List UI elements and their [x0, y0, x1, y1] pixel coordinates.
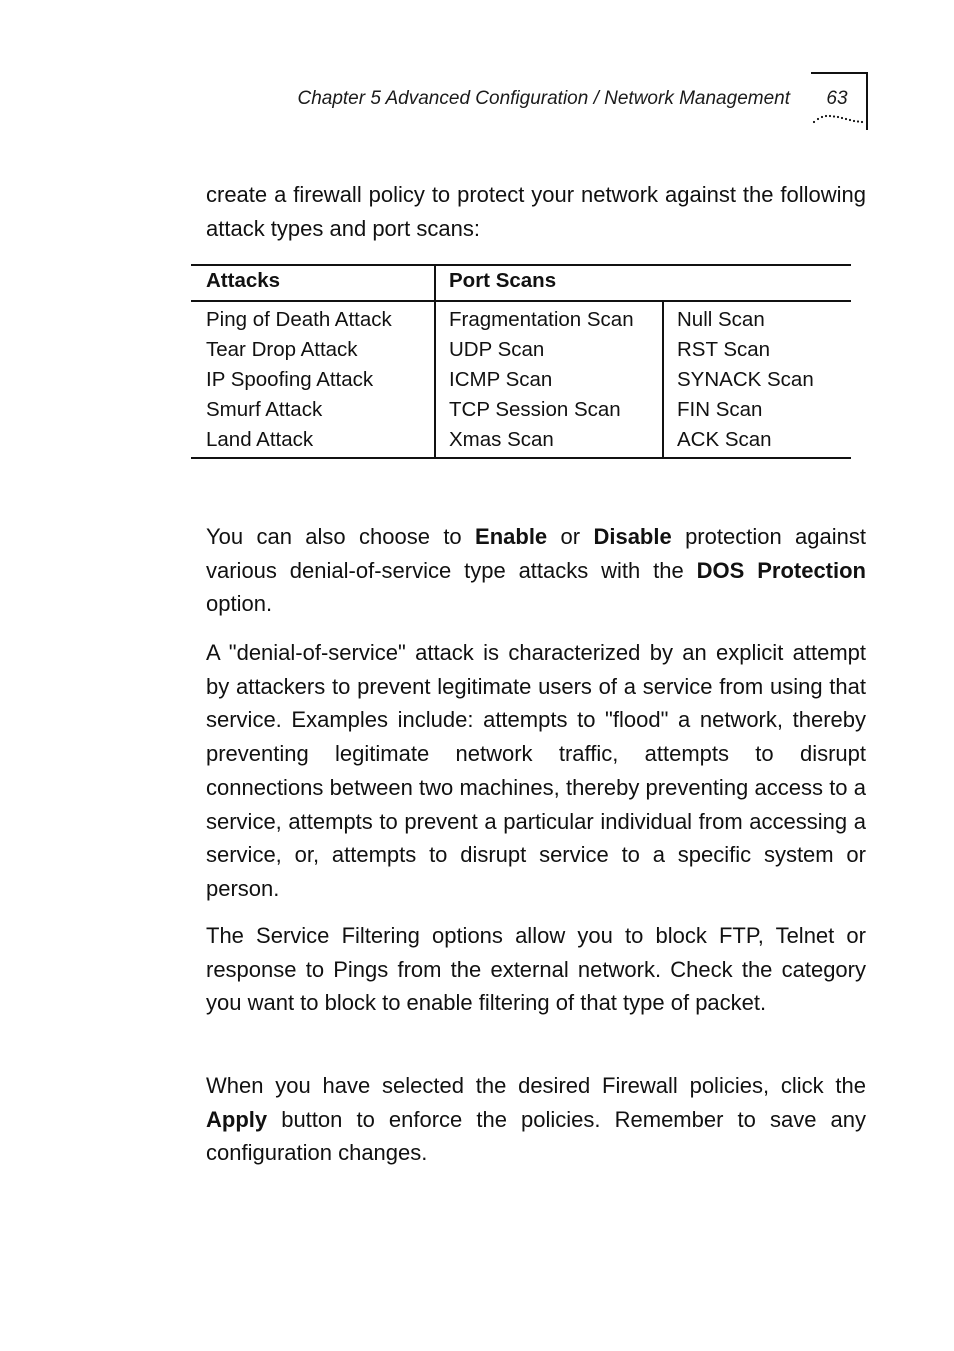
text-run: When you have selected the desired Firewall policies, click the	[206, 1073, 866, 1098]
table-cell: Null Scan	[677, 308, 765, 331]
page-tab-top-rule	[811, 72, 868, 74]
table-cell: Tear Drop Attack	[206, 338, 358, 361]
page-number: 63	[826, 88, 848, 109]
table-cell: UDP Scan	[449, 338, 545, 361]
text-run: or	[547, 524, 594, 549]
dos-protection-paragraph	[206, 520, 866, 621]
table-cell: FIN Scan	[677, 398, 763, 421]
apply-paragraph	[206, 1069, 866, 1170]
table-cell: RST Scan	[677, 338, 771, 361]
table-divider-1	[434, 264, 436, 459]
table-divider-2	[662, 300, 664, 459]
text-run: option.	[206, 591, 273, 617]
table-cell: SYNACK Scan	[677, 368, 814, 391]
page-tab-side-rule	[866, 72, 868, 130]
table-cell: Smurf Attack	[206, 398, 323, 421]
text-run: button to enforce the policies. Remember to save any configuration changes.	[206, 1106, 866, 1166]
table-cell: Xmas Scan	[449, 428, 554, 451]
denial-of-service-paragraph: A "denial-of-service" attack is characterized by an explicit attempt by attackers to prevent legitimate users of a service from using that service. Examples include: attempts to "flood" a network, thereby preventing legitimate network traffic, attempts to disrupt connections between two machines, thereby preventing access to a service, attempts to prevent a particular individual from accessing a service, or, attempts to disrupt service to a specific system or person.	[206, 640, 866, 901]
table-header-rule	[191, 300, 851, 302]
table-cell: Ping of Death Attack	[206, 308, 392, 331]
service-filtering-paragraph: The Service Filtering options allow you to block FTP, Telnet or response to Pings from the external network. Check the category you want to block to enable filtering of that type of packet.	[206, 923, 866, 1016]
chapter-header: Chapter 5 Advanced Configuration / Network Management	[297, 88, 790, 109]
table-cell: ICMP Scan	[449, 368, 553, 391]
port-scans-column-1	[449, 305, 634, 455]
enable-term: Enable	[475, 524, 548, 549]
header-attacks: Attacks	[206, 269, 281, 292]
header-port-scans: Port Scans	[449, 269, 557, 292]
table-cell: Fragmentation Scan	[449, 308, 634, 331]
attacks-table	[191, 264, 851, 459]
table-top-rule	[191, 264, 851, 266]
table-cell: TCP Session Scan	[449, 398, 621, 421]
intro-paragraph: create a firewall policy to protect your network against the following attack types and port scans:	[206, 182, 866, 241]
table-cell: ACK Scan	[677, 428, 772, 451]
table-cell: IP Spoofing Attack	[206, 368, 374, 391]
table-cell: Land Attack	[206, 428, 314, 451]
apply-term: Apply	[206, 1106, 268, 1132]
dos-protection-term: DOS Protection	[696, 557, 866, 583]
table-bottom-rule	[191, 457, 851, 459]
attacks-column	[206, 305, 392, 455]
disable-term: Disable	[593, 524, 672, 549]
page-tab-dots	[812, 114, 866, 126]
port-scans-column-2	[677, 305, 814, 455]
text-run: protection against various denial-of-service type attacks with the	[206, 524, 866, 583]
text-run: You can also choose to	[206, 524, 476, 549]
